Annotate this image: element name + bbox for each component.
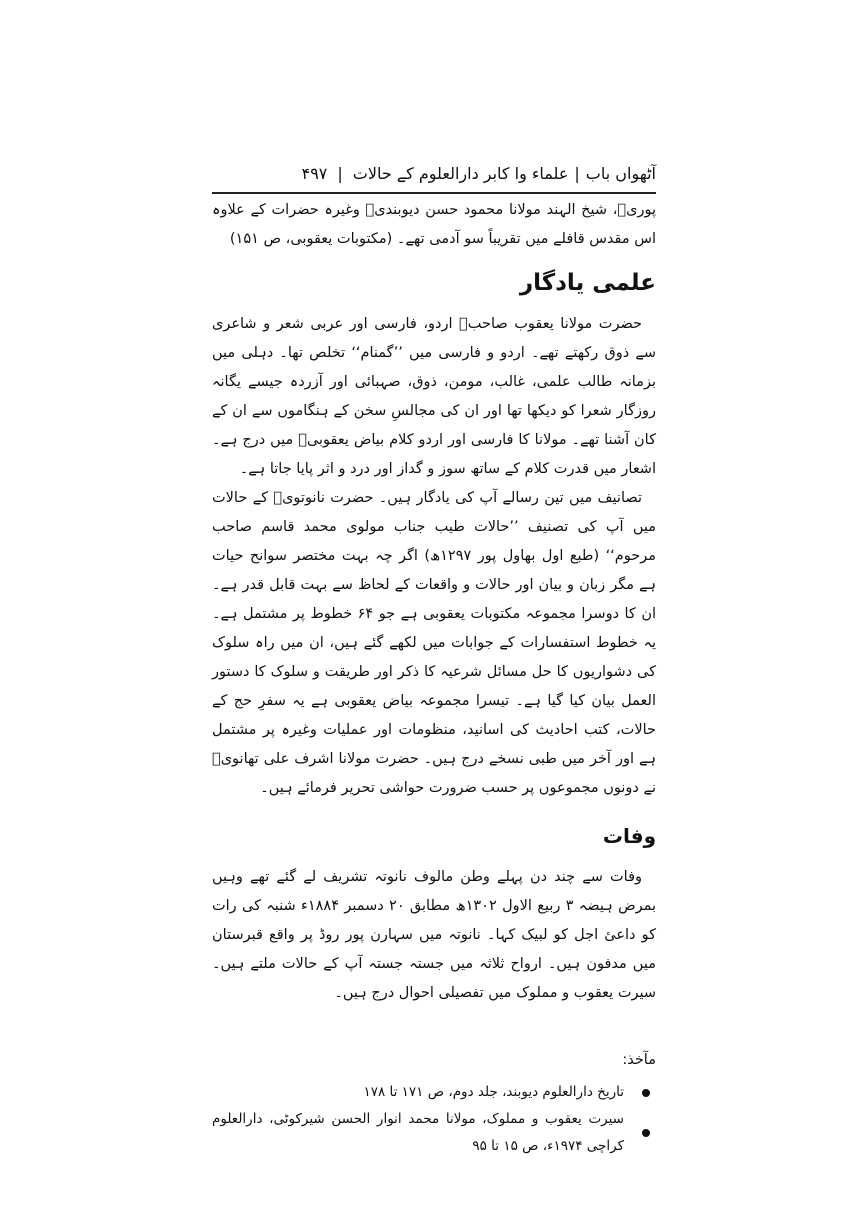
list-item <box>212 1079 656 1106</box>
source-text: تاریخ دارالعلوم دیوبند، جلد دوم، ص ۱۷۱ تا ۱۷۸ <box>363 1084 624 1100</box>
paragraph: تصانیف میں تین رسالے آپ کی یادگار ہیں۔ حضرت نانوتویؒ کے حالات میں آپ کی تصنیف ’’حالات طیب جناب مولوی محمد قاسم صاحب مرحوم‘‘ (طبع اول بھاول پور ۱۲۹۷ھ) اگر چہ بہت مختصر سوانح حیات ہے مگر زبان و بیان اور حالات و واقعات کے لحاظ سے بہت قابل قدر ہے۔ ان کا دوسرا مجموعہ مکتوبات یعقوبی ہے جو ۶۴ خطوط پر مشتمل ہے۔ یہ خطوط استفسارات کے جوابات میں لکھے گئے ہیں، ان میں راہ سلوک کی دشواریوں کا حل مسائل شرعیہ کا ذکر اور طریقت و سلوک کا دستور العمل بیان کیا گیا ہے۔ تیسرا مجموعہ بیاض یعقوبی ہے یہ سفرِ حج کے حالات، کتب احادیث کی اسانید، منظومات اور عملیات وغیرہ پر مشتمل ہے اور آخر میں طبی نسخے درج ہیں۔ حضرت مولانا اشرف علی تھانویؒ نے دونوں مجموعوں پر حسب ضرورت حواشی تحریر فرمائے ہیں۔ <box>212 490 656 796</box>
paragraph: وفات سے چند دن پہلے وطن مالوف نانوتہ تشریف لے گئے تھے وہیں بمرض ہیضہ ۳ ربیع الاول ۱۳۰۲ھ مطابق ۲۰ دسمبر ۱۸۸۴ء شنبہ کی رات کو داعیٔ اجل کو لبیک کہا۔ نانوتہ میں سہارن پور روڈ پر واقع قبرستان میں مدفون ہیں۔ ارواح ثلاثہ میں جستہ جستہ آپ کے حالات ملتے ہیں۔ سیرت یعقوب و مملوک میں تفصیلی احوال درج ہیں۔ <box>212 869 657 1001</box>
header-rule <box>212 192 656 194</box>
bullet-icon <box>642 1129 650 1137</box>
header-separator: | <box>574 163 580 183</box>
sources-list <box>212 1079 656 1160</box>
header-chapter: آٹھواں باب <box>585 163 656 183</box>
intro-paragraph: پوریؒ، شیخ الہند مولانا محمود حسن دیوبندیؒ وغیرہ حضرات کے علاوہ اس مقدس قافلے میں تقریباً سو آدمی تھے۔ (مکتوبات یعقوبی، ص ۱۵۱) <box>212 202 656 247</box>
bullet-icon <box>642 1089 650 1097</box>
header-section: علماء وا کابر دارالعلوم کے حالات <box>352 163 569 183</box>
section-heading-ilmi-yadgar: علمی یادگار <box>519 270 656 296</box>
sources-title: مآخذ: <box>622 1052 656 1068</box>
header-separator: | <box>337 163 343 183</box>
paragraph: حضرت مولانا یعقوب صاحبؒ اردو، فارسی اور عربی شعر و شاعری سے ذوق رکھتے تھے۔ اردو و فارسی میں ’’گمنام‘‘ تخلص تھا۔ دہلی میں بزمانہ طالب علمی، غالب، مومن، ذوق، صہبائی اور آزردہ جیسے یگانہ روزگار شعرا کو دیکھا تھا اور ان کی مجالسِ سخن کے ہنگاموں سے ان کے کان آشنا تھے۔ مولانا کا فارسی اور اردو کلام بیاض یعقوبیؒ میں درج ہے۔ اشعار میں قدرت کلام کے ساتھ سوز و گداز اور درد و اثر پایا جاتا ہے۔ <box>212 316 656 477</box>
page-number: ۴۹۷ <box>301 163 328 183</box>
running-header <box>212 158 656 188</box>
section-heading-wafat: وفات <box>602 824 656 848</box>
page-body <box>212 196 656 1160</box>
source-text: سیرت یعقوب و مملوک، مولانا محمد انوار الحسن شیرکوٹی، دارالعلوم کراچی ۱۹۷۴ء، ص ۱۵ تا ۹۵ <box>212 1111 624 1154</box>
list-item <box>212 1106 656 1160</box>
